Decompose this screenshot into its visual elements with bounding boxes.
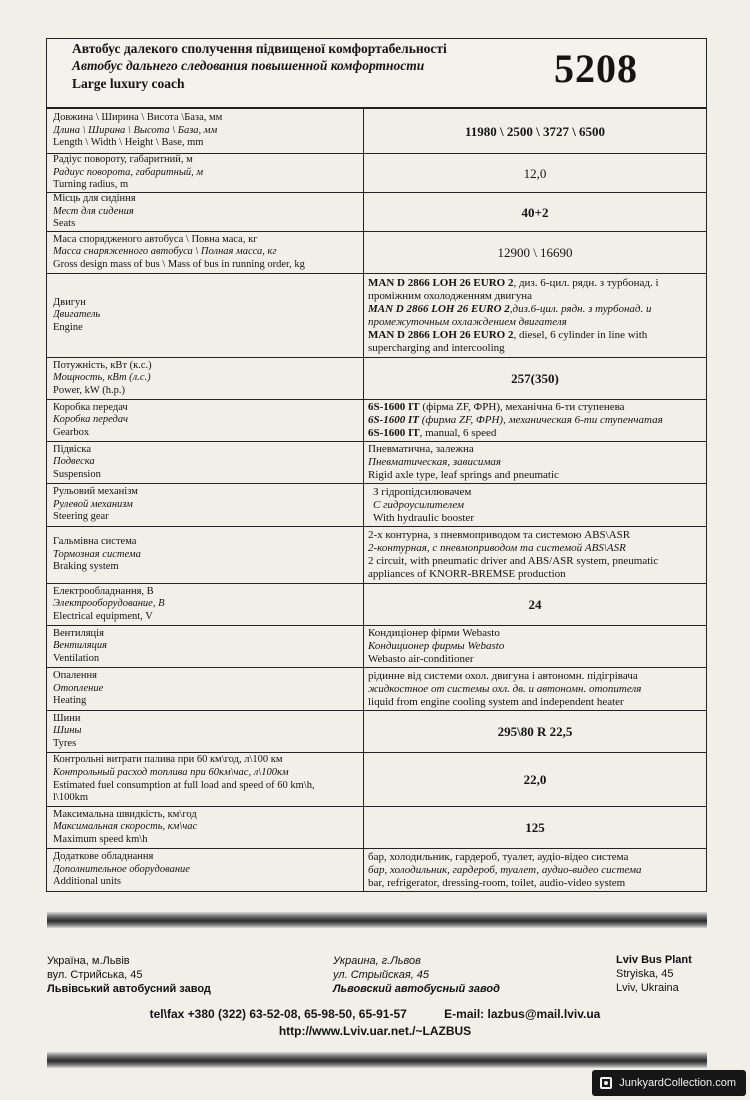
spec-value-line: бар, холодильник, гардероб, туалет, аудіо-відео система xyxy=(368,850,629,863)
spec-value-line: С гидроусилителем xyxy=(373,498,465,511)
spec-value xyxy=(364,109,707,154)
credit-badge[interactable] xyxy=(592,1070,746,1096)
spec-label-line: Маса спорядженого автобуса \ Повна маса, кг xyxy=(53,233,258,245)
spec-label xyxy=(47,584,364,626)
spec-label-line: Максимальная скорость, км\час xyxy=(53,821,198,833)
spec-label xyxy=(47,154,364,193)
spec-value xyxy=(364,711,707,753)
spec-label-line: Тормозная система xyxy=(53,548,141,560)
footer-divider-bottom xyxy=(47,1052,707,1068)
spec-label-line: Місць для сидіння xyxy=(53,193,136,205)
company-name-russian: Львовский автобусный завод xyxy=(333,983,500,995)
spec-value-line: Пневматична, залежна xyxy=(368,443,474,455)
spec-value xyxy=(364,668,707,711)
address-line: Stryiska, 45 xyxy=(616,968,674,980)
address-line: вул. Стрийська, 45 xyxy=(47,969,143,981)
spec-row xyxy=(47,753,707,807)
spec-label-line: Вентиляция xyxy=(53,640,107,652)
spec-value-line: Кондиціонер фірми Webasto xyxy=(368,627,500,639)
email[interactable]: E-mail: lazbus@mail.lviv.ua xyxy=(444,1007,601,1021)
spec-label-line: Додаткове обладнання xyxy=(53,851,154,863)
company-name-english: Lviv Bus Plant xyxy=(616,954,692,966)
spec-row xyxy=(47,193,707,232)
address-russian xyxy=(333,954,500,996)
spec-label xyxy=(47,274,364,358)
spec-label-line: Коробка передач xyxy=(53,414,128,426)
spec-value xyxy=(364,626,707,668)
address-line: ул. Стрыйская, 45 xyxy=(333,969,430,981)
spec-value-line: 257(350) xyxy=(511,372,559,385)
spec-value-description: , diesel, 6 cylinder in line with xyxy=(513,328,648,341)
spec-label xyxy=(47,358,364,400)
spec-value-line: 2 circuit, with pneumatic driver and ABS/ASR system, pneumatic xyxy=(368,555,659,567)
model-number: 5208 xyxy=(554,46,638,91)
spec-row xyxy=(47,711,707,753)
spec-value-line: 2-контурная, с пневмоприводом та системой ABS\ASR xyxy=(368,542,626,554)
website-line xyxy=(0,1024,750,1038)
spec-label-line: Коробка передач xyxy=(53,401,128,413)
spec-value-model: MAN D 2866 LOH 26 EURO 2 xyxy=(368,302,510,315)
spec-row xyxy=(47,358,707,400)
spec-label-line: Максимальна швидкість, км\год xyxy=(53,808,197,820)
spec-value-line xyxy=(368,329,702,342)
spec-label-line: Power, kW (h.p.) xyxy=(53,384,125,396)
spec-value-line: бар, холодильник, гардероб, туалет, аудио-видео система xyxy=(368,863,642,876)
spec-value-model: 6S-1600 IT xyxy=(368,414,420,426)
spec-value-line xyxy=(368,303,702,316)
spec-value-line: З гідропідсилювачем xyxy=(373,485,472,498)
address-line: Україна, м.Львів xyxy=(47,955,130,967)
spec-label-line: Подвеска xyxy=(53,456,95,468)
spec-label xyxy=(47,527,364,584)
spec-label-line: Braking system xyxy=(53,561,119,573)
spec-value xyxy=(364,193,707,232)
spec-label xyxy=(47,626,364,668)
spec-label xyxy=(47,484,364,527)
spec-value xyxy=(364,807,707,849)
spec-value-line: liquid from engine cooling system and independent heater xyxy=(368,695,624,708)
spec-label-line: Масса снаряженного автобуса \ Полная масса, кг xyxy=(53,246,277,258)
spec-label-line: Steering gear xyxy=(53,511,109,523)
spec-label xyxy=(47,849,364,892)
spec-value-line: 125 xyxy=(525,821,545,834)
spec-value-line: 24 xyxy=(528,598,542,611)
spec-label-line: Дополнительное оборудование xyxy=(53,863,190,875)
title-english: Large luxury coach xyxy=(72,76,185,91)
spec-value xyxy=(364,584,707,626)
spec-label-line: Мест для сидения xyxy=(53,205,134,217)
spec-row xyxy=(47,274,707,358)
spec-label xyxy=(47,711,364,753)
spec-label-line: Отопление xyxy=(53,682,104,694)
spec-label xyxy=(47,109,364,154)
title-ukrainian: Автобус далекого сполучення підвищеної комфортабельності xyxy=(72,41,447,56)
spec-value xyxy=(364,442,707,484)
spec-label-line: Gross design mass of bus \ Mass of bus in running order, kg xyxy=(53,258,305,270)
spec-value-line xyxy=(368,414,702,427)
spec-value-line: appliances of KNORR-BREMSE production xyxy=(368,568,566,580)
spec-value xyxy=(364,358,707,400)
spec-label-line: Seats xyxy=(53,218,76,230)
spec-value-line: Rigid axle type, leaf springs and pneumatic xyxy=(368,469,559,481)
phone-fax: tel\fax +380 (322) 63-52-08, 65-98-50, 65-91-57 xyxy=(149,1007,407,1021)
spec-value xyxy=(364,232,707,274)
spec-value xyxy=(364,484,707,527)
spec-label-line: Length \ Width \ Height \ Base, mm xyxy=(53,137,204,149)
spec-value-line: промежуточным охлаждением двигателя xyxy=(368,315,567,328)
header-box xyxy=(46,38,707,108)
spec-value-description: (фирма ZF, ФРН), механическая 6-ти ступенчатая xyxy=(419,414,663,426)
spec-label-line: Контрольный расход топлива при 60км\час, л\100км xyxy=(53,766,289,778)
spec-label-line: Двигатель xyxy=(53,309,101,321)
spec-label xyxy=(47,753,364,807)
spec-label-line: Tyres xyxy=(53,737,77,749)
spec-row xyxy=(47,154,707,193)
spec-row xyxy=(47,584,707,626)
spec-label-line: Шины xyxy=(53,725,82,737)
spec-label-line: Turning radius, m xyxy=(53,179,129,191)
address-english xyxy=(616,953,692,995)
spec-value-line xyxy=(368,401,702,414)
spec-label-line: Suspension xyxy=(53,468,101,480)
spec-label-line: Additional units xyxy=(53,876,121,888)
spec-value-line: жидкостное от системы охл. дв. и автономн. отопителя xyxy=(368,682,642,695)
spec-value-description: (фірма ZF, ФРН), механічна 6-ти ступенева xyxy=(419,401,625,413)
spec-value-line: проміжним охолодженням двигуна xyxy=(368,289,533,302)
spec-value-line: Кондиционер фирмы Webasto xyxy=(368,640,505,652)
camera-icon xyxy=(600,1077,612,1089)
spec-label-line: Контрольні витрати палива при 60 км\год, л\100 км xyxy=(53,754,283,766)
spec-row xyxy=(47,668,707,711)
footer-divider-top xyxy=(47,912,707,928)
spec-label-line: Електрообладнання, В xyxy=(53,585,154,597)
spec-value xyxy=(364,753,707,807)
spec-label-line: Gearbox xyxy=(53,426,90,438)
spec-label-line: Ventilation xyxy=(53,652,100,664)
spec-label-line: Потужність, кВт (к.с.) xyxy=(53,359,152,371)
spec-label xyxy=(47,193,364,232)
website-url[interactable]: http://www.Lviv.uar.net./~LAZBUS xyxy=(278,1024,472,1038)
spec-label xyxy=(47,807,364,849)
spec-label xyxy=(47,232,364,274)
spec-value-line: 11980 \ 2500 \ 3727 \ 6500 xyxy=(464,124,606,138)
address-line: Lviv, Ukraina xyxy=(616,982,679,994)
spec-row xyxy=(47,109,707,154)
spec-value-model: MAN D 2866 LOH 26 EURO 2 xyxy=(368,276,514,289)
spec-label xyxy=(47,442,364,484)
spec-row xyxy=(47,442,707,484)
spec-row xyxy=(47,232,707,274)
spec-value xyxy=(364,400,707,442)
spec-value-model: MAN D 2866 LOH 26 EURO 2 xyxy=(368,328,514,341)
spec-row xyxy=(47,400,707,442)
contact-line xyxy=(0,1007,750,1021)
spec-row xyxy=(47,527,707,584)
spec-value-description: ,диз.6-цил. рядн. з турбонад. и xyxy=(509,302,652,315)
spec-row xyxy=(47,484,707,527)
spec-value xyxy=(364,849,707,892)
spec-value xyxy=(364,154,707,193)
spec-value-line xyxy=(368,427,702,440)
spec-label xyxy=(47,668,364,711)
spec-label-line: Гальмівна система xyxy=(53,536,137,548)
spec-label-line: Опалення xyxy=(53,670,97,682)
spec-label-line: Электрооборудование, В xyxy=(53,598,165,610)
spec-value-line xyxy=(368,277,702,290)
spec-label-line: Engine xyxy=(53,321,83,333)
spec-value-line: 22,0 xyxy=(523,773,547,786)
spec-label xyxy=(47,400,364,442)
spec-row xyxy=(47,849,707,892)
spec-value-model: 6S-1600 IT xyxy=(368,401,420,413)
spec-value-line: рідинне від системи охол. двигуна і автономн. підігрівача xyxy=(368,669,638,682)
address-ukrainian xyxy=(47,954,211,996)
spec-label-line: Electrical equipment, V xyxy=(53,610,153,622)
spec-label-line: Maximum speed km\h xyxy=(53,833,148,845)
spec-value-line: 12900 \ 16690 xyxy=(497,246,573,259)
spec-label-line: Вентиляція xyxy=(53,627,104,639)
spec-value-description: , manual, 6 speed xyxy=(419,427,497,439)
spec-label-line: l\100km xyxy=(53,792,89,804)
spec-value-model: 6S-1600 IT xyxy=(368,427,420,439)
spec-label-line: Довжина \ Ширина \ Висота \База, мм xyxy=(53,112,223,124)
spec-label-line: Длина \ Ширина \ Высота \ База, мм xyxy=(53,124,218,136)
spec-value xyxy=(364,527,707,584)
spec-label-line: Двигун xyxy=(53,296,86,308)
address-line: Украина, г.Львов xyxy=(333,955,421,967)
spec-value-line: bar, refrigerator, dressing-room, toilet, audio-video system xyxy=(368,876,626,889)
spec-label-line: Рульовий механізм xyxy=(53,486,138,498)
spec-label-line: Підвіска xyxy=(53,443,91,455)
spec-table xyxy=(46,108,707,892)
spec-label-line: Радіус повороту, габаритний, м xyxy=(53,154,193,166)
credit-text: JunkyardCollection.com xyxy=(619,1077,736,1089)
spec-label-line: Рулевой механизм xyxy=(53,498,133,510)
spec-value-line: With hydraulic booster xyxy=(373,511,474,524)
spec-label-line: Мощность, кВт (л.с.) xyxy=(53,372,151,384)
spec-label-line: Heating xyxy=(53,695,87,707)
spec-value xyxy=(364,274,707,358)
spec-value-line: 40+2 xyxy=(521,205,549,219)
spec-row xyxy=(47,807,707,849)
company-name-ukrainian: Львівський автобусний завод xyxy=(47,983,211,995)
spec-value-line: 12,0 xyxy=(523,166,547,180)
spec-value-line: 295\80 R 22,5 xyxy=(497,725,573,738)
spec-value-description: , диз. 6-цил. рядн. з турбонад. і xyxy=(513,276,659,289)
spec-row xyxy=(47,626,707,668)
spec-value-line: Webasto air-conditioner xyxy=(368,653,474,665)
title-russian: Автобус дальнего следования повышенной комфортности xyxy=(72,58,425,73)
spec-value-line: supercharging and intercooling xyxy=(368,341,505,354)
spec-label-line: Estimated fuel consumption at full load and speed of 60 km\h, xyxy=(53,779,315,791)
spec-label-line: Радиус поворота, габаритный, м xyxy=(53,166,204,178)
spec-value-line: 2-х контурна, з пневмоприводом та системою ABS\ASR xyxy=(368,529,631,541)
spec-value-line: Пневматическая, зависимая xyxy=(368,456,501,468)
spec-label-line: Шини xyxy=(53,712,81,724)
